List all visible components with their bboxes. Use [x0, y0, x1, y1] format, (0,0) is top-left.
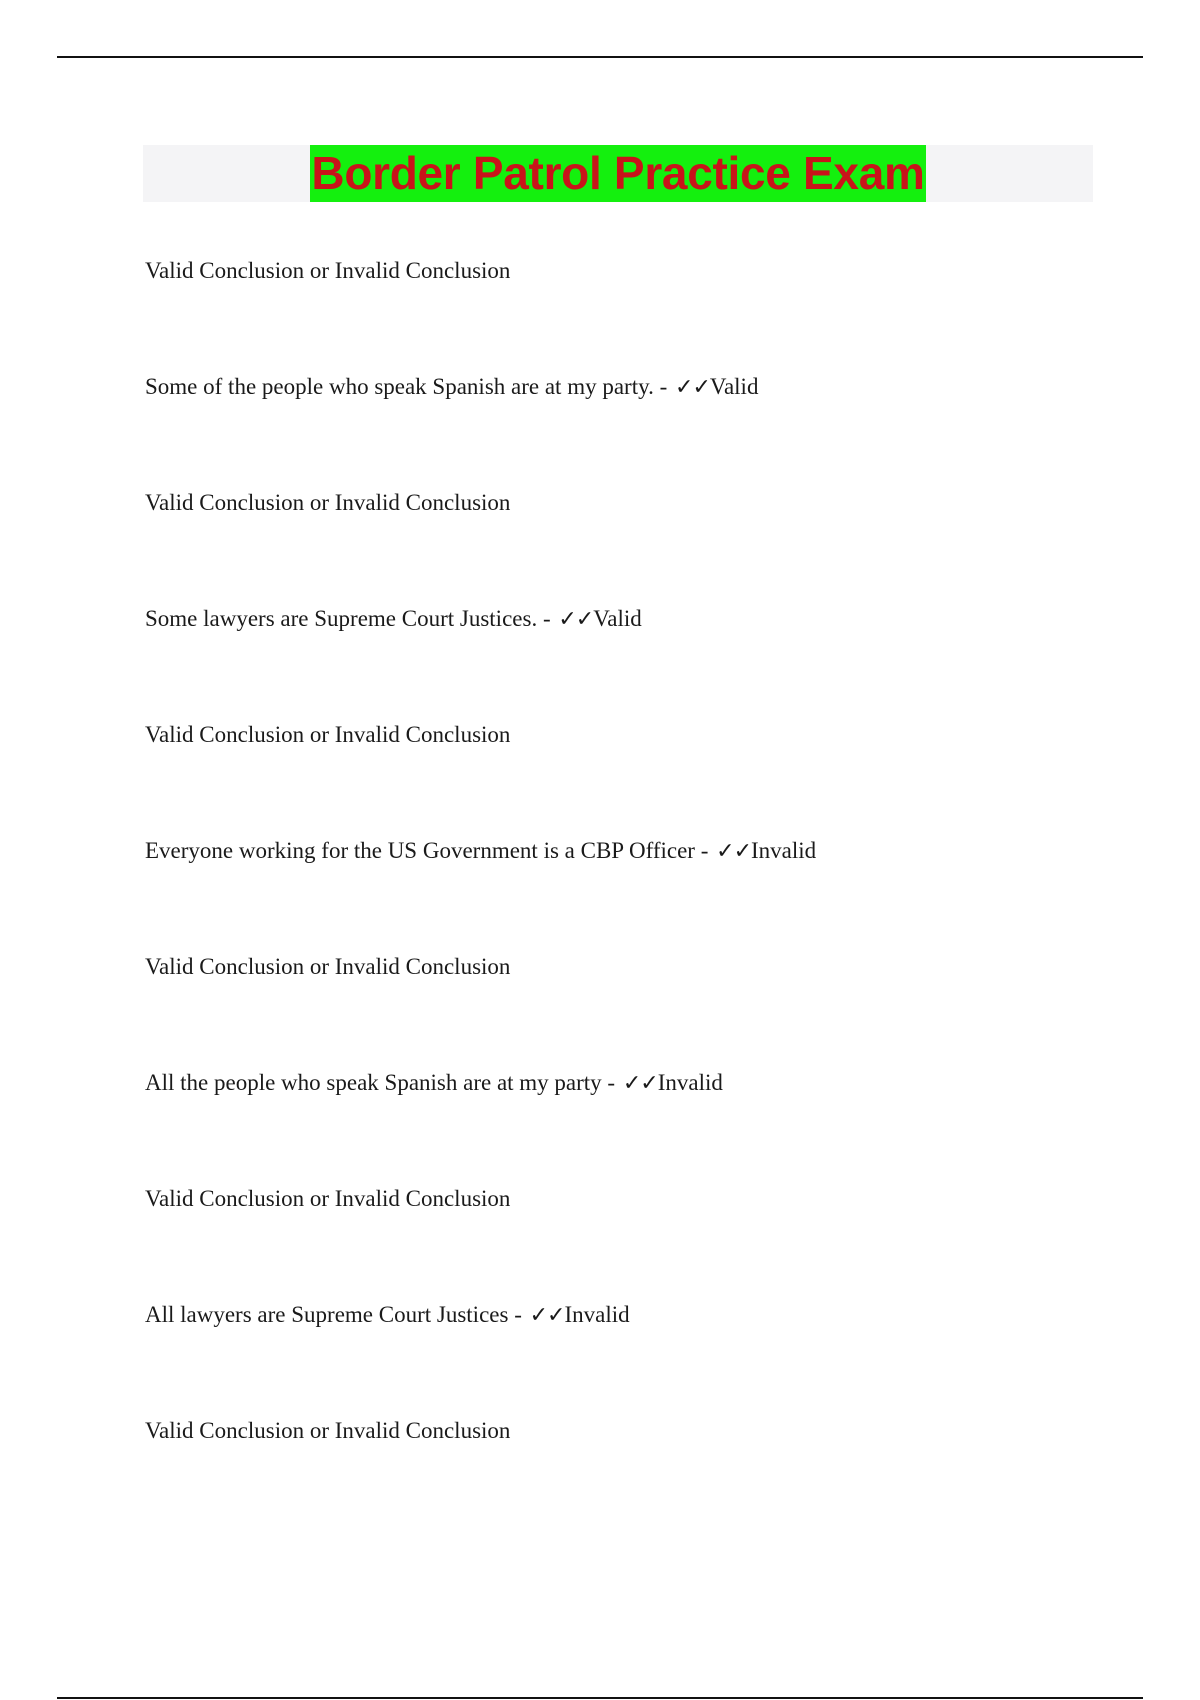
- answer-line: [145, 599, 1145, 639]
- double-check-icon: ✓✓: [675, 375, 710, 400]
- answer-line: [145, 1063, 1145, 1103]
- double-check-icon: ✓✓: [716, 839, 752, 864]
- question-prompt: [145, 1179, 1145, 1219]
- statement-text: All the people who speak Spanish are at my party -: [145, 1070, 616, 1095]
- answer-line: [145, 831, 1145, 871]
- answer-line: [145, 1295, 1145, 1335]
- answer-line: [145, 367, 1145, 407]
- footer-rule: [57, 1697, 1143, 1699]
- question-prompt: [145, 251, 1145, 291]
- prompt-text: Valid Conclusion or Invalid Conclusion: [145, 954, 511, 979]
- answer-text: Valid: [709, 374, 759, 399]
- double-check-icon: ✓✓: [622, 1071, 658, 1096]
- double-check-icon: ✓✓: [558, 607, 594, 632]
- double-check-icon: ✓✓: [529, 1303, 565, 1328]
- question-prompt: [145, 715, 1145, 755]
- prompt-text: Valid Conclusion or Invalid Conclusion: [145, 1418, 511, 1443]
- question-prompt: [145, 1411, 1145, 1451]
- statement-text: Some lawyers are Supreme Court Justices. -: [145, 606, 551, 631]
- question-list: [145, 251, 1145, 1527]
- prompt-text: Valid Conclusion or Invalid Conclusion: [145, 258, 511, 283]
- answer-text: Invalid: [657, 1070, 723, 1095]
- prompt-text: Valid Conclusion or Invalid Conclusion: [145, 490, 511, 515]
- prompt-text: Valid Conclusion or Invalid Conclusion: [145, 1186, 511, 1211]
- header-rule: [57, 56, 1143, 58]
- page-title: Border Patrol Practice Exam: [310, 145, 925, 202]
- title-band: [143, 145, 1093, 202]
- answer-text: Invalid: [751, 838, 817, 863]
- prompt-text: Valid Conclusion or Invalid Conclusion: [145, 722, 511, 747]
- answer-text: Valid: [593, 606, 642, 631]
- statement-text: Some of the people who speak Spanish are at my party. -: [145, 374, 668, 399]
- question-prompt: [145, 483, 1145, 523]
- statement-text: All lawyers are Supreme Court Justices -: [145, 1302, 522, 1327]
- question-prompt: [145, 947, 1145, 987]
- statement-text: Everyone working for the US Government is a CBP Officer -: [145, 838, 709, 863]
- answer-text: Invalid: [564, 1302, 630, 1327]
